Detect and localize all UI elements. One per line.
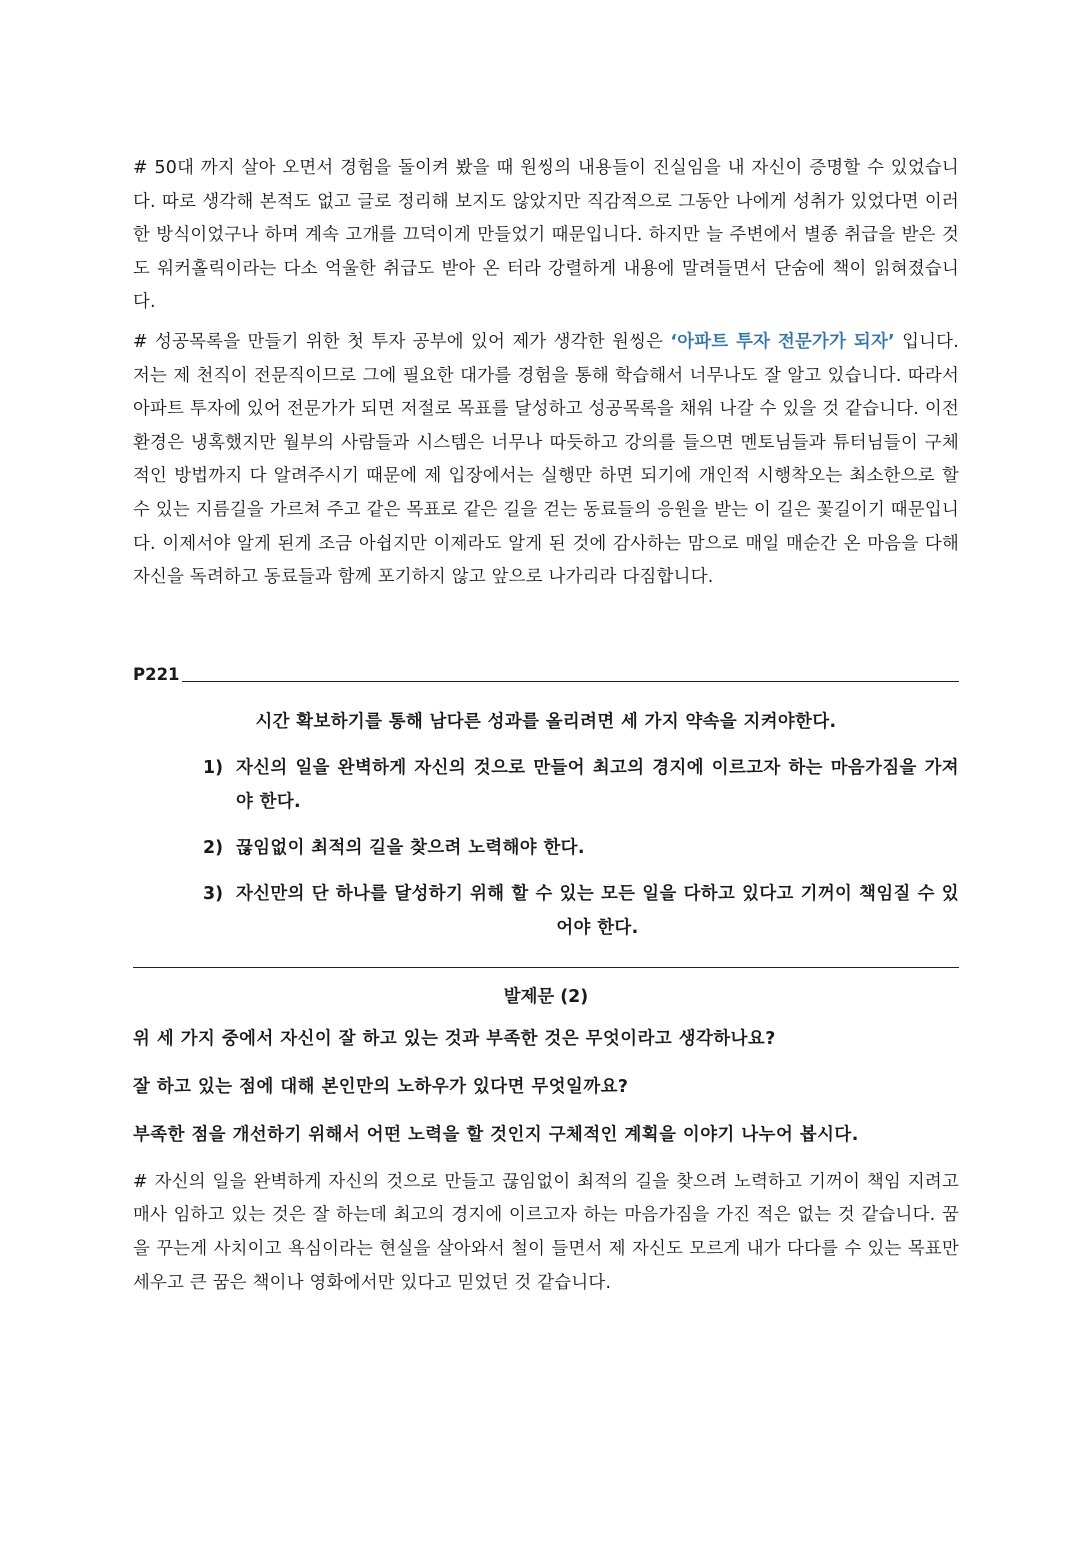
list-item-text: 자신의 일을 완벽하게 자신의 것으로 만들어 최고의 경지에 이르고자 하는 마음가짐을 가져야 한다. bbox=[236, 757, 959, 812]
list-item-number: 3) bbox=[203, 883, 224, 904]
paragraph-2 bbox=[133, 326, 959, 595]
discussion-question-3: 부족한 점을 개선하기 위해서 어떤 노력을 할 것인지 구체적인 계획을 이야기 나누어 봅시다. bbox=[133, 1124, 859, 1145]
discussion-answer: # 자신의 일을 완벽하게 자신의 것으로 만들고 끊임없이 최적의 길을 찾으려 노력하고 기꺼이 책임 지려고 매사 임하고 있는 것은 잘 하는데 최고의 경지에 이르고자 하는 마음가짐을 가진 적은 없는 것 같습니다. 꿈을 꾸는게 사치이고 욕심이라는 현실을 살아와서 철이 들면서 제 자신도 모르게 내가 다다를 수 있는 목표만 세우고 큰 꿈은 책이나 영화에서만 있다고 믿었던 것 같습니다. bbox=[133, 1171, 959, 1293]
page-reference-separator bbox=[133, 655, 959, 685]
list-item-text: 자신만의 단 하나를 달성하기 위해 할 수 있는 모든 일을 다하고 있다고 기꺼이 책임질 수 있어야 한다. bbox=[236, 883, 959, 938]
separator-line bbox=[182, 681, 959, 682]
discussion-title: 발제문 (2) bbox=[503, 986, 589, 1007]
one-thing-highlight: ‘아파트 투자 전문가가 되자’ bbox=[670, 331, 895, 352]
list-item bbox=[203, 751, 959, 819]
promise-list bbox=[133, 751, 959, 945]
paragraph-1: # 50대 까지 살아 오면서 경험을 돌이켜 봤을 때 원씽의 내용들이 진실임을 내 자신이 증명할 수 있었습니다. 따로 생각해 본적도 없고 글로 정리해 보지도 않았지만 직감적으로 그동안 나에게 성취가 있었다면 이러한 방식이었구나 하며 계속 고개를 끄덕이게 만들었기 때문입니다. 하지만 늘 주변에서 별종 취급을 받은 것도 워커홀릭이라는 다소 억울한 취급도 받아 온 터라 강렬하게 내용에 말려들면서 단숨에 책이 읽혀졌습니다. bbox=[133, 158, 959, 313]
list-item-text: 끊임없이 최적의 길을 찾으려 노력해야 한다. bbox=[236, 837, 585, 858]
paragraph-2-body: 입니다. 저는 제 천직이 전문직이므로 그에 필요한 대가를 경험을 통해 학습해서 너무나도 잘 알고 있습니다. 따라서 아파트 투자에 있어 전문가가 되면 저절로 목표를 달성하고 성공목록을 채워 나갈 수 있을 것 같습니다. 이전 환경은 냉혹했지만 월부의 사람들과 시스템은 너무나 따듯하고 강의를 들으면 멘토님들과 튜터님들이 구체적인 방법까지 다 알려주시기 때문에 제 입장에서는 실행만 하면 되기에 개인적 시행착오는 최소한으로 할 수 있는 지름길을 가르쳐 주고 같은 목표로 같은 길을 걷는 동료들의 응원을 받는 이 길은 꽃길이기 때문입니다. 이제서야 알게 된게 조금 아쉽지만 이제라도 알게 된 것에 감사하는 맘으로 매일 매순간 온 마음을 다해 자신을 독려하고 동료들과 함께 포기하지 않고 앞으로 나가리라 다짐합니다. bbox=[133, 331, 959, 588]
paragraph-2-intro: # 성공목록을 만들기 위한 첫 투자 공부에 있어 제가 생각한 원씽은 bbox=[133, 331, 671, 352]
section-title: 시간 확보하기를 통해 남다른 성과를 올리려면 세 가지 약속을 지켜야한다. bbox=[255, 711, 837, 732]
list-item-number: 1) bbox=[203, 757, 224, 778]
list-item bbox=[203, 831, 959, 865]
list-item-number: 2) bbox=[203, 837, 224, 858]
horizontal-divider bbox=[133, 967, 959, 968]
discussion-question-2: 잘 하고 있는 점에 대해 본인만의 노하우가 있다면 무엇일까요? bbox=[133, 1076, 629, 1097]
discussion-question-1: 위 세 가지 중에서 자신이 잘 하고 있는 것과 부족한 것은 무엇이라고 생각하나요? bbox=[133, 1028, 776, 1049]
document-page bbox=[133, 152, 959, 1300]
list-item bbox=[203, 877, 959, 945]
page-reference-label: P221 bbox=[133, 664, 180, 684]
